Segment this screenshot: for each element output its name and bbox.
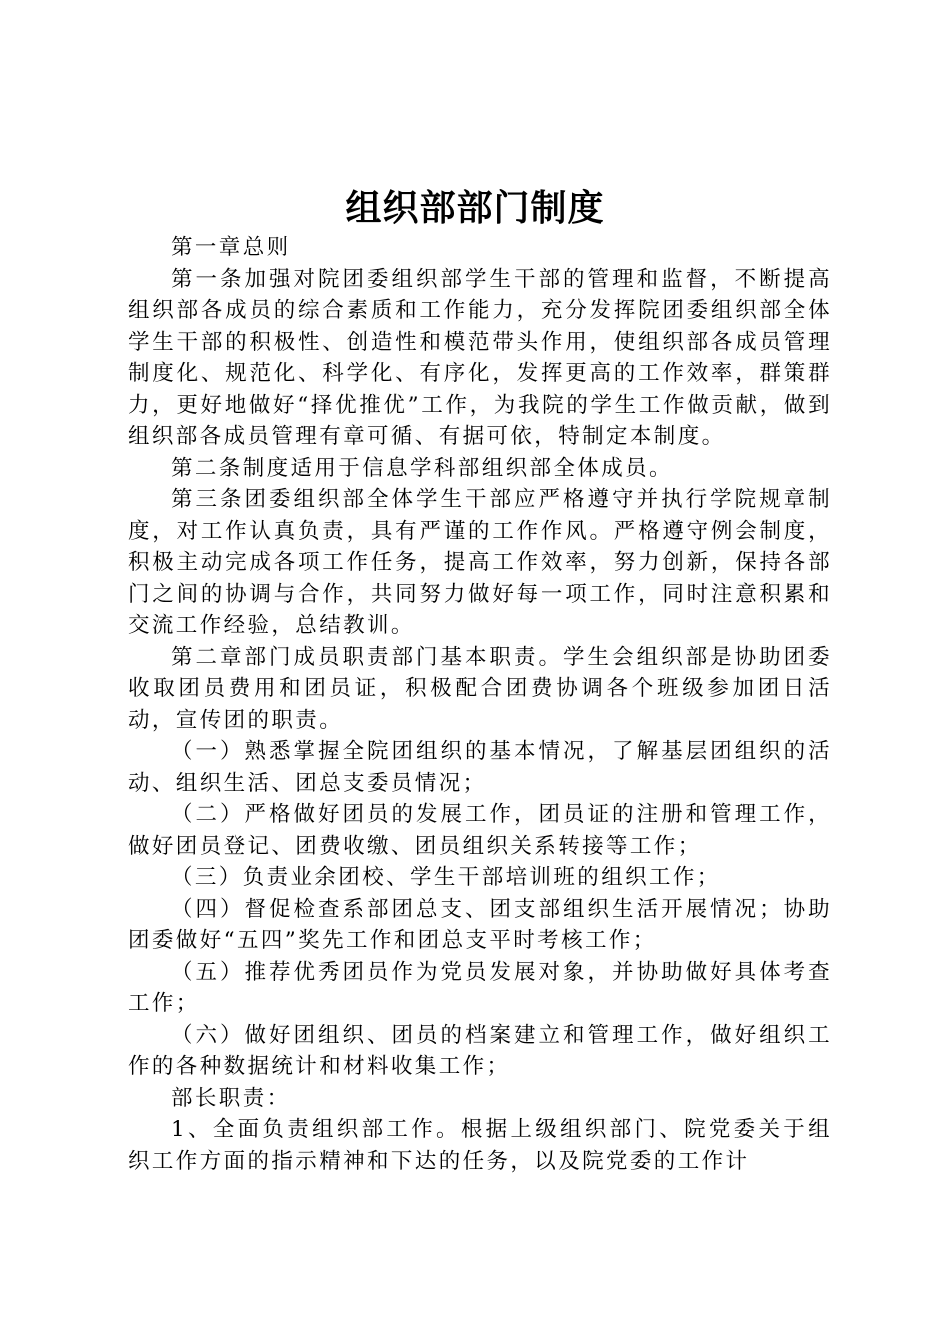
section-heading: 部长职责： [171,1085,291,1111]
paragraph: 第二条制度适用于信息学科部组织部全体成员。 [171,455,673,481]
paragraph: 第二章部门成员职责部门基本职责。学生会组织部是协助团委收取团员费用和团员证，积极配合团费协调各个班级参加团日活动，宣传团的职责。 [128,644,832,733]
document-body [128,232,832,1177]
list-item: （四）督促检查系部团总支、团支部组织生活开展情况；协助团委做好“五四”奖先工作和团总支平时考核工作； [128,896,832,953]
list-item: （二）严格做好团员的发展工作，团员证的注册和管理工作，做好团员登记、团费收缴、团员组织关系转接等工作； [128,802,832,859]
list-item: （一）熟悉掌握全院团组织的基本情况，了解基层团组织的活动、组织生活、团总支委员情况； [128,739,832,796]
document-title: 组织部部门制度 [345,187,605,229]
list-item: （三）负责业余团校、学生干部培训班的组织工作； [171,865,721,890]
paragraph: 1、全面负责组织部工作。根据上级组织部门、院党委关于组织工作方面的指示精神和下达的任务，以及院党委的工作计 [128,1117,832,1174]
paragraph: 第一条加强对院团委组织部学生干部的管理和监督，不断提高组织部各成员的综合素质和工作能力，充分发挥院团委组织部全体学生干部的积极性、创造性和模范带头作用，使组织部各成员管理制度化、规范化、科学化、有序化，发挥更高的工作效率，群策群力，更好地做好“择优推优”工作，为我院的学生工作做贡献，做到组织部各成员管理有章可循、有据可依，特制定本制度。 [128,266,832,449]
chapter-heading: 第一章总则 [171,235,291,260]
list-item: （六）做好团组织、团员的档案建立和管理工作，做好组织工作的各种数据统计和材料收集工作； [128,1022,832,1079]
list-item: （五）推荐优秀团员作为党员发展对象，并协助做好具体考查工作； [128,959,832,1016]
paragraph: 第三条团委组织部全体学生干部应严格遵守并执行学院规章制度，对工作认真负责，具有严谨的工作作风。严格遵守例会制度，积极主动完成各项工作任务，提高工作效率，努力创新，保持各部门之间的协调与合作，共同努力做好每一项工作，同时注意积累和交流工作经验，总结教训。 [128,487,832,638]
